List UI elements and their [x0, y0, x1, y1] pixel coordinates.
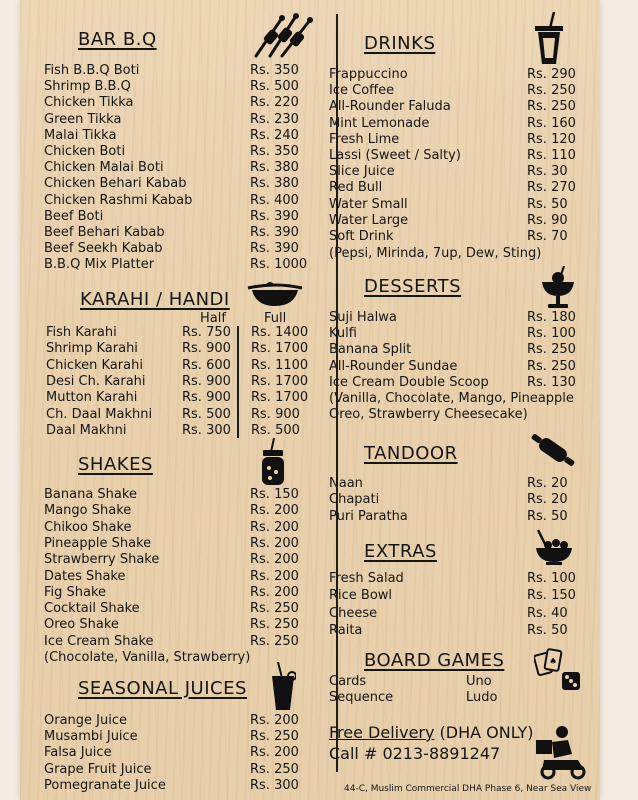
item-full-price: Rs. 1100 [251, 357, 309, 373]
menu-item-row [44, 487, 314, 503]
menu-item-row [329, 623, 589, 639]
item-price: Rs. 500 [250, 79, 299, 95]
item-name: Strawberry Shake [44, 552, 160, 568]
item-price: Rs. 200 [250, 713, 299, 728]
delivery-line [329, 723, 534, 742]
game-uno: Uno [466, 674, 492, 689]
item-name: Ice Cream Shake [44, 633, 154, 649]
item-name: Puri Paratha [329, 508, 408, 524]
item-name: Banana Shake [44, 487, 137, 502]
item-name: Frappuccino [329, 67, 408, 82]
item-price: Rs. 390 [250, 225, 299, 240]
menu-item-row [329, 164, 589, 180]
drinks-note: (Pepsi, Mirinda, 7up, Dew, Sting) [329, 246, 542, 261]
item-half-price: Rs. 900 [182, 341, 231, 357]
item-name: Cheese [329, 605, 378, 621]
menu-item-row [44, 241, 314, 257]
item-price: Rs. 100 [527, 571, 576, 586]
item-price: Rs. 380 [250, 160, 299, 176]
item-price: Rs. 230 [250, 111, 299, 127]
menu-item-row [44, 601, 314, 617]
half-label: Half [200, 311, 226, 326]
item-name: Pineapple Shake [44, 535, 152, 551]
shakes-note: (Chocolate, Vanilla, Strawberry) [44, 650, 251, 665]
game-ludo: Ludo [466, 690, 498, 705]
soda-cup-icon [534, 12, 564, 70]
item-price: Rs. 400 [250, 192, 299, 208]
shake-jar-icon [260, 438, 286, 490]
item-price: Rs. 270 [527, 180, 576, 196]
item-name: Shrimp B.B.Q [44, 79, 131, 95]
item-price: Rs. 110 [527, 148, 576, 163]
item-name: Soft Drink [329, 229, 394, 244]
item-half-price: Rs. 750 [182, 325, 231, 340]
item-price: Rs. 380 [250, 176, 299, 192]
menu-item-row [44, 552, 314, 568]
item-name: Naan [329, 476, 363, 491]
extras-heading: EXTRAS [364, 541, 437, 562]
item-price: Rs. 180 [527, 310, 576, 325]
menu-item-row [329, 492, 589, 508]
item-price: Rs. 250 [527, 99, 576, 115]
menu-item-row [44, 634, 314, 650]
menu-item-row [329, 83, 589, 99]
rice-bowl-icon [534, 528, 574, 572]
menu-item-row [329, 148, 589, 164]
menu-item-row [44, 762, 314, 778]
item-price: Rs. 250 [250, 601, 299, 617]
item-price: Rs. 350 [250, 144, 299, 159]
delivery-area: (DHA ONLY) [434, 723, 534, 742]
item-price: Rs. 250 [250, 729, 299, 745]
delivery-scooter-icon [534, 724, 590, 784]
item-price: Rs. 390 [250, 208, 299, 224]
menu-item-row [44, 79, 314, 95]
menu-item-row [44, 176, 314, 192]
item-name: Fish Karahi [46, 325, 117, 340]
desserts-heading: DESSERTS [364, 276, 462, 297]
item-price: Rs. 1000 [250, 257, 308, 273]
item-price: Rs. 90 [527, 212, 568, 228]
juices-heading: SEASONAL JUICES [78, 678, 247, 699]
item-price: Rs. 390 [250, 241, 299, 257]
menu-item-row [329, 132, 589, 148]
menu-item-row [44, 569, 314, 585]
svg-text:♠: ♠ [549, 657, 558, 667]
call-number: Call # 0213-8891247 [329, 744, 501, 763]
item-name: Ch. Daal Makhni [46, 406, 153, 422]
menu-item-row [329, 229, 589, 245]
menu-item-row [44, 112, 314, 128]
menu-item-row [329, 180, 589, 196]
menu-item-row [329, 197, 589, 213]
board-games-heading: BOARD GAMES [364, 650, 505, 671]
item-full-price: Rs. 900 [251, 406, 300, 422]
item-price: Rs. 250 [527, 358, 576, 374]
menu-item-row [44, 128, 314, 144]
item-price: Rs. 200 [250, 745, 299, 761]
menu-item-row [329, 606, 589, 622]
item-full-price: Rs. 1700 [251, 341, 309, 357]
shakes-heading: SHAKES [78, 454, 153, 475]
item-name: Pomegranate Juice [44, 777, 166, 793]
item-name: Slice Juice [329, 164, 395, 180]
item-name: Chikoo Shake [44, 519, 132, 535]
menu-item-row [44, 729, 314, 745]
item-name: Chicken Rashmi Kabab [44, 192, 193, 208]
drinks-heading: DRINKS [364, 33, 436, 54]
menu-item-row [46, 407, 326, 423]
item-price: Rs. 20 [527, 492, 568, 508]
menu-board [20, 0, 600, 800]
item-name: Green Tikka [44, 111, 122, 127]
address: 44-C, Muslim Commercial DHA Phase 6, Near Sea View [344, 784, 592, 794]
item-full-price: Rs. 1400 [251, 325, 309, 340]
item-name: Grape Fruit Juice [44, 761, 152, 777]
item-name: Lassi (Sweet / Salty) [329, 148, 461, 163]
item-price: Rs. 250 [527, 342, 576, 358]
item-name: Cocktail Shake [44, 601, 140, 617]
item-name: Fresh Lime [329, 131, 400, 147]
item-price: Rs. 120 [527, 131, 576, 147]
menu-item-row [329, 509, 589, 525]
menu-item-row [329, 588, 589, 604]
item-price: Rs. 200 [250, 552, 299, 568]
menu-item-row [329, 342, 589, 358]
item-name: Ice Coffee [329, 83, 395, 99]
item-name: Fish B.B.Q Boti [44, 63, 140, 78]
free-delivery-label: Free Delivery [329, 723, 435, 742]
item-name: Chapati [329, 492, 380, 508]
item-price: Rs. 200 [250, 519, 299, 535]
item-price: Rs. 150 [250, 487, 299, 502]
menu-item-row [329, 213, 589, 229]
item-price: Rs. 200 [250, 568, 299, 584]
menu-item-row [46, 423, 326, 439]
item-name: Falsa Juice [44, 745, 112, 761]
item-half-price: Rs. 900 [182, 390, 231, 406]
item-price: Rs. 130 [527, 374, 576, 390]
karahi-bowl-icon [246, 280, 304, 312]
item-name: Oreo Shake [44, 617, 119, 633]
item-price: Rs. 70 [527, 229, 568, 244]
menu-item-row [44, 585, 314, 601]
menu-item-row [329, 359, 589, 375]
item-price: Rs. 50 [527, 622, 568, 638]
menu-item-row [44, 95, 314, 111]
menu-item-row [44, 778, 314, 794]
item-name: Dates Shake [44, 568, 126, 584]
item-half-price: Rs. 500 [182, 406, 231, 422]
full-label: Full [264, 311, 287, 326]
menu-item-row [44, 193, 314, 209]
item-name: Fresh Salad [329, 571, 404, 586]
menu-item-row [46, 358, 326, 374]
item-name: Beef Boti [44, 208, 104, 224]
menu-item-row [329, 67, 589, 83]
menu-item-row [44, 257, 314, 273]
item-name: Orange Juice [44, 713, 127, 728]
menu-item-row [44, 520, 314, 536]
menu-item-row [46, 325, 326, 341]
item-price: Rs. 160 [527, 115, 576, 131]
menu-item-row [329, 99, 589, 115]
bbq-heading: BAR B.Q [78, 29, 157, 50]
juice-glass-icon [270, 662, 296, 716]
menu-item-row [44, 503, 314, 519]
item-half-price: Rs. 600 [182, 357, 231, 373]
menu-item-row [44, 160, 314, 176]
item-price: Rs. 40 [527, 605, 568, 621]
item-price: Rs. 20 [527, 476, 568, 491]
item-name: Chicken Karahi [46, 357, 143, 373]
item-name: Desi Ch. Karahi [46, 373, 146, 389]
sundae-icon [540, 266, 576, 314]
menu-item-row [329, 476, 589, 492]
game-cards: Cards [329, 674, 367, 689]
item-name: B.B.Q Mix Platter [44, 257, 155, 273]
cards-dice-icon [534, 646, 586, 698]
item-name: Mint Lemonade [329, 115, 430, 131]
item-name: Kulfi [329, 326, 357, 342]
item-name: Shrimp Karahi [46, 341, 138, 357]
menu-item-row [44, 144, 314, 160]
item-name: Musambi Juice [44, 729, 138, 745]
item-price: Rs. 250 [250, 633, 299, 649]
menu-item-row [46, 374, 326, 390]
menu-item-row [44, 225, 314, 241]
item-name: Suji Halwa [329, 310, 397, 325]
item-name: Rice Bowl [329, 588, 393, 604]
karahi-heading: KARAHI / HANDI [80, 289, 230, 310]
menu-item-row [46, 341, 326, 357]
menu-item-row [44, 209, 314, 225]
item-price: Rs. 200 [250, 584, 299, 600]
item-name: Water Small [329, 196, 408, 212]
item-name: Daal Makhni [46, 422, 127, 438]
game-sequence: Sequence [329, 690, 394, 705]
item-name: Beef Behari Kabab [44, 225, 165, 240]
item-full-price: Rs. 1700 [251, 373, 309, 389]
menu-item-row [44, 63, 314, 79]
item-name: Chicken Boti [44, 144, 126, 159]
menu-item-row [44, 536, 314, 552]
menu-item-row [329, 310, 589, 326]
item-name: Banana Split [329, 342, 412, 358]
menu-item-row [329, 116, 589, 132]
item-name: All-Rounder Faluda [329, 99, 451, 115]
item-name: Beef Seekh Kabab [44, 241, 163, 257]
menu-item-row [329, 326, 589, 342]
menu-item-row [44, 617, 314, 633]
item-half-price: Rs. 900 [182, 373, 231, 389]
item-name: Fig Shake [44, 584, 107, 600]
menu-item-row [44, 745, 314, 761]
item-half-price: Rs. 300 [182, 422, 231, 438]
tandoor-heading: TANDOOR [364, 443, 458, 464]
desserts-note-2: Oreo, Strawberry Cheesecake) [329, 407, 528, 422]
item-name: Water Large [329, 212, 409, 228]
item-name: All-Rounder Sundae [329, 358, 458, 374]
menu-item-row [329, 571, 589, 587]
menu-item-row [329, 375, 589, 391]
menu-item-row [46, 390, 326, 406]
item-price: Rs. 200 [250, 535, 299, 551]
rolling-pin-icon [526, 430, 580, 474]
item-price: Rs. 250 [527, 83, 576, 99]
item-name: Malai Tikka [44, 127, 117, 143]
item-name: Red Bull [329, 180, 383, 196]
item-full-price: Rs. 1700 [251, 390, 309, 406]
item-price: Rs. 200 [250, 503, 299, 519]
item-name: Chicken Tikka [44, 95, 134, 111]
desserts-note-1: (Vanilla, Chocolate, Mango, Pineapple [329, 391, 574, 406]
item-name: Mutton Karahi [46, 390, 138, 406]
item-price: Rs. 30 [527, 164, 568, 180]
item-price: Rs. 240 [250, 127, 299, 143]
item-price: Rs. 220 [250, 95, 299, 111]
item-full-price: Rs. 500 [251, 422, 300, 438]
item-name: Chicken Malai Boti [44, 160, 164, 176]
item-price: Rs. 50 [527, 196, 568, 212]
skewer-icon [252, 12, 316, 62]
item-price: Rs. 50 [527, 508, 568, 524]
item-name: Raita [329, 622, 363, 638]
menu-item-row [44, 713, 314, 729]
item-price: Rs. 100 [527, 326, 576, 342]
item-name: Ice Cream Double Scoop [329, 374, 489, 390]
item-name: Mango Shake [44, 503, 132, 519]
item-price: Rs. 300 [250, 777, 299, 793]
item-price: Rs. 250 [250, 761, 299, 777]
item-price: Rs. 350 [250, 63, 299, 78]
item-price: Rs. 250 [250, 617, 299, 633]
item-price: Rs. 150 [527, 588, 576, 604]
item-price: Rs. 290 [527, 67, 576, 82]
item-name: Chicken Behari Kabab [44, 176, 187, 192]
